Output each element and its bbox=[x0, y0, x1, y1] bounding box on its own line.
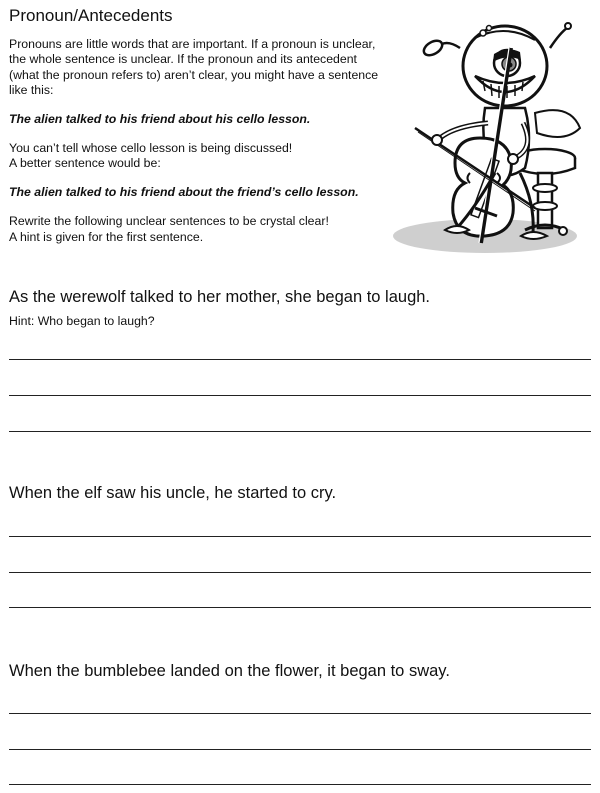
answer-line[interactable] bbox=[9, 749, 591, 750]
answer-line[interactable] bbox=[9, 536, 591, 537]
answer-line[interactable] bbox=[9, 713, 591, 714]
question-1: As the werewolf talked to her mother, she began to laugh. bbox=[9, 288, 431, 306]
answer-line[interactable] bbox=[9, 395, 591, 396]
unclear-example: The alien talked to his friend about his cello lesson. bbox=[9, 111, 311, 126]
alien-cello-illustration bbox=[385, 8, 600, 258]
answer-line[interactable] bbox=[9, 607, 591, 608]
clear-example: The alien talked to his friend about the friend’s cello lesson. bbox=[9, 184, 359, 199]
instructions-line-2: A hint is given for the first sentence. bbox=[9, 229, 204, 244]
instructions-line-1: Rewrite the following unclear sentences to be crystal clear! bbox=[9, 214, 329, 229]
answer-line[interactable] bbox=[9, 784, 591, 785]
question-2: When the elf saw his uncle, he started to cry. bbox=[9, 484, 337, 502]
explanation-paragraph bbox=[9, 141, 384, 172]
explanation-line-2: A better sentence would be: bbox=[9, 156, 161, 171]
worksheet-title: Pronoun/Antecedents bbox=[9, 6, 173, 25]
answer-line[interactable] bbox=[9, 359, 591, 360]
intro-text bbox=[9, 37, 384, 258]
answer-line[interactable] bbox=[9, 572, 591, 573]
answer-line[interactable] bbox=[9, 431, 591, 432]
explanation-line-1: You can’t tell whose cello lesson is being discussed! bbox=[9, 141, 293, 156]
instructions-paragraph bbox=[9, 214, 384, 245]
question-3: When the bumblebee landed on the flower, it began to sway. bbox=[9, 662, 450, 680]
intro-paragraph: Pronouns are little words that are important. If a pronoun is unclear, the whole sentence is unclear. If the pronoun and its antecedent (what the pronoun refers to) aren’t clear, you might have a sentence like this: bbox=[9, 37, 379, 98]
question-1-hint: Hint: Who began to laugh? bbox=[9, 314, 155, 328]
